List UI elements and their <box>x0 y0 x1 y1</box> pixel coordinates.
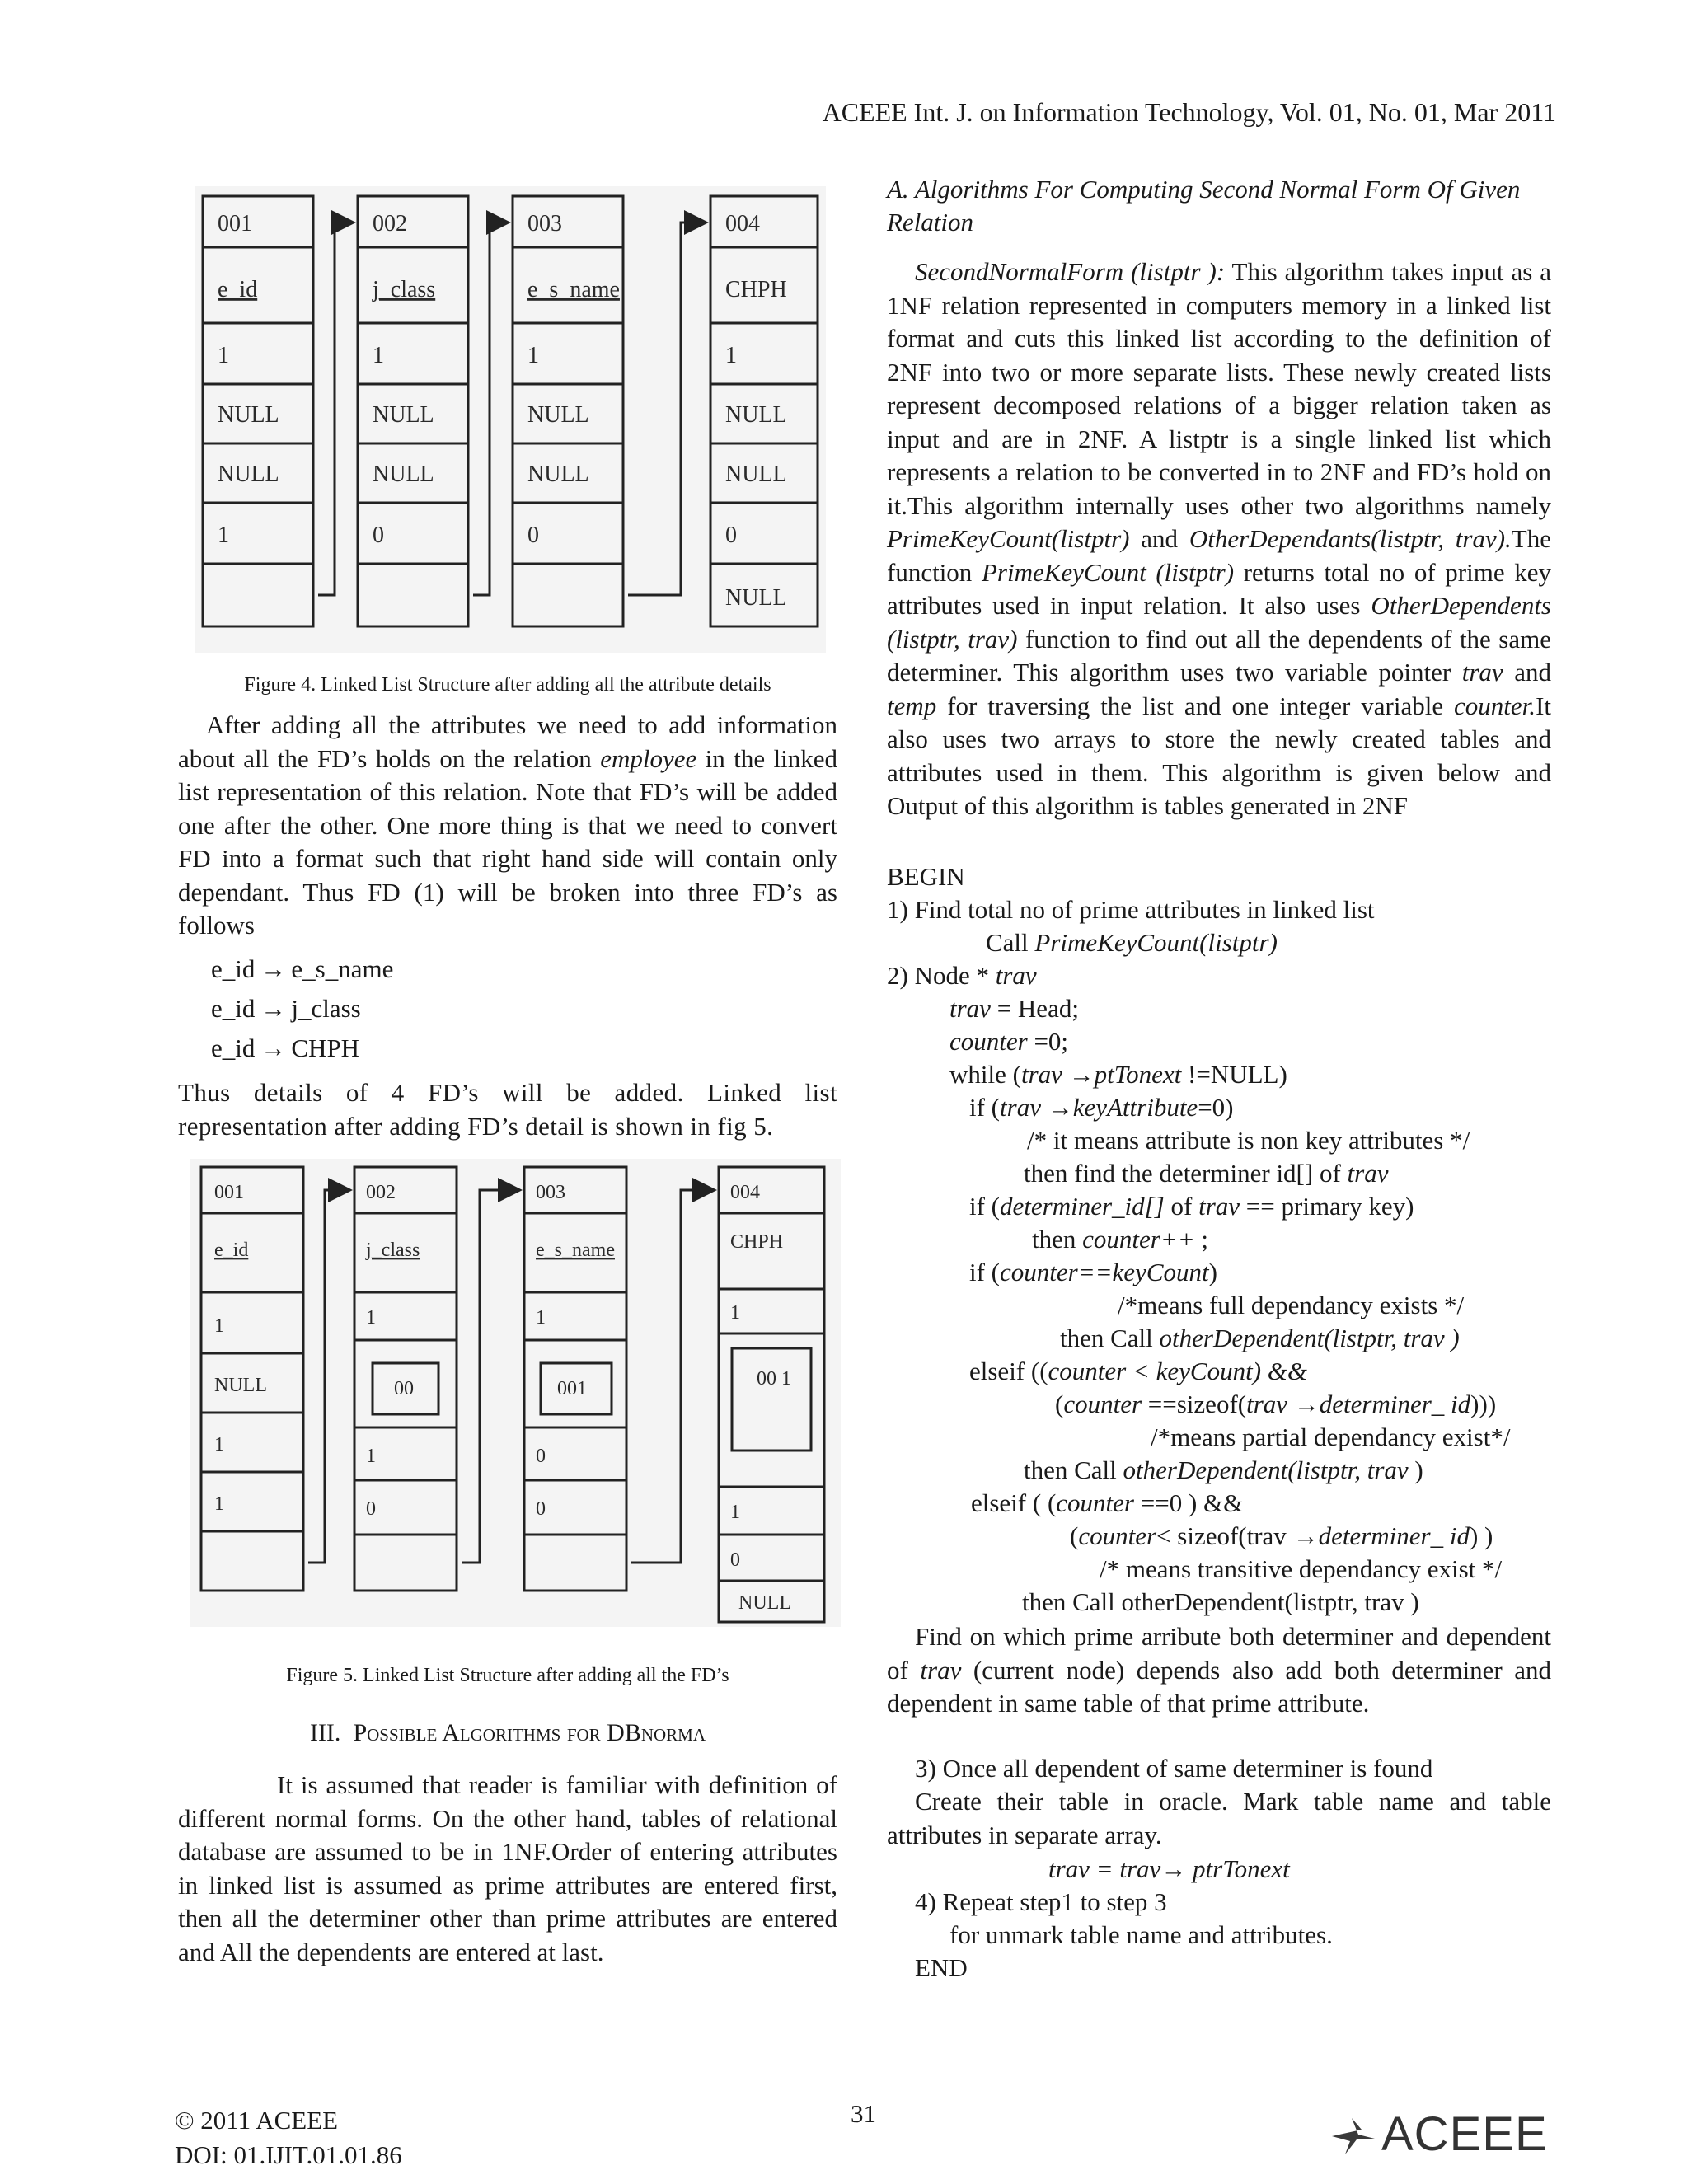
code-line: (counter ==sizeof(trav →determiner_ id))) <box>1055 1390 1497 1418</box>
fig4-n1-r1: NULL <box>218 402 279 428</box>
code-end: END <box>915 1953 968 1982</box>
fd-item: e_id → e_s_name <box>211 954 394 983</box>
fig4-n2-r1: NULL <box>373 402 434 428</box>
fig5-n1-r2: 1 <box>214 1434 224 1455</box>
code-line: trav = Head; <box>950 994 1079 1023</box>
left-para1-em: employee <box>600 743 697 773</box>
fig4-n2-r2: NULL <box>373 462 434 487</box>
fig5-n2-id: 002 <box>366 1182 396 1203</box>
code-comment: /*means partial dependancy exist*/ <box>1151 1422 1511 1451</box>
fig4-n4-attr: CHPH <box>725 277 787 302</box>
fig4-n3-r1: NULL <box>528 402 589 428</box>
fig5-n3-r0: 0 <box>536 1446 546 1467</box>
left-paragraph-2: Thus details of 4 FD’s will be added. Linked list representation after adding FD’s detail is shown in fig 5. <box>178 1078 837 1141</box>
code-comment: /*means full dependancy exists */ <box>1118 1291 1465 1319</box>
fig5-n2-r0: 1 <box>366 1446 376 1467</box>
figure-5-caption: Figure 5. Linked List Structure after adding all the FD’s <box>286 1665 729 1686</box>
fig4-n2-r3: 0 <box>373 523 384 548</box>
step-4-desc: for unmark table name and attributes. <box>950 1920 1333 1949</box>
code-line: (counter< sizeof(trav →determiner_ id) ) <box>1070 1521 1493 1550</box>
code-line: then Call otherDependent(listptr, trav ) <box>1024 1455 1423 1484</box>
fig5-n2-top: 1 <box>366 1307 376 1329</box>
fig5-n3-box: 001 <box>557 1378 587 1399</box>
step-3-desc: Create their table in oracle. Mark table name and table attributes in separate array. <box>887 1787 1551 1849</box>
code-line: then Call otherDependent(listptr, trav ) <box>1022 1587 1419 1616</box>
fig4-n3-attr: e_s_name <box>528 277 620 302</box>
aceee-logo-text: ACEEE <box>1381 2107 1548 2161</box>
left-paragraph-1 <box>178 709 837 943</box>
fig4-n4-r1: NULL <box>725 402 787 428</box>
fig5-n4-r1: 0 <box>730 1549 740 1571</box>
code-line: 2) Node * trav <box>887 961 1037 990</box>
fig5-cell-texts <box>214 1182 791 1614</box>
trav-assign: trav = trav→ ptrTonext <box>1048 1854 1290 1883</box>
code-line: if (determiner_id[] of trav == primary key) <box>969 1192 1414 1221</box>
left-para1-b: in the linked list representation of this relation. Note that FD’s will be added one after the other. One more thing is that we need to convert FD into a format such that right hand side will contain only dependant. Thus FD (1) will be broken into three FD’s as follows <box>178 743 837 940</box>
fig4-n2-r0: 1 <box>373 343 384 368</box>
code-begin: BEGIN <box>887 862 965 891</box>
fig4-n1-attr: e_id <box>218 277 258 302</box>
step-3-line: 3) Once all dependent of same determiner is found <box>915 1754 1433 1783</box>
fig4-n4-r2: NULL <box>725 462 787 487</box>
fig5-n2-attr: j_class <box>366 1240 420 1261</box>
fig4-n2-id: 002 <box>373 211 407 237</box>
fig5-n3-top: 1 <box>536 1307 546 1329</box>
code-line: then find the determiner id[] of trav <box>1024 1159 1389 1188</box>
step-4: 4) Repeat step1 to step 3 <box>915 1887 1167 1916</box>
section-3-numeral: III. <box>309 1719 341 1746</box>
figure-4-caption: Figure 4. Linked List Structure after adding all the attribute details <box>244 674 771 696</box>
footer-left <box>175 2103 402 2172</box>
code-line: Call PrimeKeyCount(listptr) <box>986 928 1278 957</box>
figure-4 <box>195 186 826 653</box>
figure-5-diagram <box>190 1159 841 1627</box>
section-3-heading <box>178 1719 837 1747</box>
fig5-n4-id: 004 <box>730 1182 760 1203</box>
code-line: then Call otherDependent(listptr, trav ) <box>1060 1324 1460 1352</box>
right-paragraph-1: SecondNormalForm (listptr ): This algorithm takes input as a 1NF relation represented in computers memory in a linked list format and cuts this linked list according to the definition of 2NF into two or more separate lists. These newly created lists represent decomposed relations of a bigger relation taken as input and are in 2NF. A listptr is a single linked list which represents a relation to be converted in to 2NF and FD’s hold on it.This algorithm internally uses other two algorithms namely PrimeKeyCount(listptr) and OtherDependants(listptr, trav).The function PrimeKeyCount (listptr) returns total no of prime key attributes used in input relation. It also uses OtherDependents (listptr, trav) function to find out all the dependents of the same determiner. This algorithm uses two variable pointer trav and temp for traversing the list and one integer variable counter.It also uses two arrays to store the newly created tables and attributes used in them. This algorithm is given below and Output of this algorithm is tables generated in 2NF <box>887 257 1551 820</box>
section-3-paragraph: It is assumed that reader is familiar with definition of different normal forms. On the other hand, tables of relational database are assumed to be in 1NF.Order of entering attributes in linked list is assumed as prime attributes are entered first, then all the determiner other than prime attributes are entered and All the dependents are entered at last. <box>178 1770 837 1966</box>
code-line: while (trav →ptTonext !=NULL) <box>950 1060 1287 1089</box>
fig5-n1-r1: NULL <box>214 1375 267 1396</box>
fig4-n1-r3: 1 <box>218 523 229 548</box>
fig5-n1-r0: 1 <box>214 1315 224 1337</box>
fig5-n2-box: 00 <box>394 1378 414 1399</box>
code-line: elseif ((counter < keyCount) && <box>969 1357 1308 1385</box>
code-line: if (trav →keyAttribute=0) <box>969 1093 1234 1122</box>
fig4-cell-texts <box>218 211 787 611</box>
subsection-a-heading: A. Algorithms For Computing Second Normal Form Of Given Relation <box>887 175 1521 237</box>
code-comment: /* means transitive dependancy exist */ <box>1100 1554 1503 1583</box>
journal-header: ACEEE Int. J. on Information Technology, Vol. 01, No. 01, Mar 2011 <box>822 97 1556 127</box>
fig5-n4-r2: NULL <box>738 1592 791 1614</box>
fig4-n2-attr: j_class <box>373 277 436 302</box>
figure-5 <box>190 1159 841 1627</box>
code-comment: /* it means attribute is non key attributes */ <box>1027 1126 1470 1155</box>
fig4-n3-r0: 1 <box>528 343 539 368</box>
code-line: elseif ( (counter ==0 ) && <box>971 1488 1244 1517</box>
step-3 <box>887 1752 1551 1785</box>
fig4-n4-r0: 1 <box>725 343 737 368</box>
section-3-title: Possible Algorithms for DBnorma <box>353 1719 706 1746</box>
page-number: 31 <box>851 2099 876 2128</box>
fig5-n1-attr: e_id <box>214 1240 249 1261</box>
fig4-n1-r2: NULL <box>218 462 279 487</box>
fig5-n4-box: 00 1 <box>757 1368 791 1390</box>
figure-4-diagram <box>195 186 826 653</box>
doi: DOI: 01.IJIT.01.01.86 <box>175 2140 402 2169</box>
code-step-1: 1) Find total no of prime attributes in linked list <box>887 895 1375 924</box>
right-paragraph-2: Find on which prime arribute both determiner and dependent of trav (current node) depends also add both determiner and dependent in same table of that prime attribute. <box>887 1622 1551 1718</box>
fig4-n1-id: 001 <box>218 211 252 237</box>
copyright: © 2011 ACEEE <box>175 2106 339 2135</box>
code-line: then counter++ ; <box>1032 1225 1209 1254</box>
fig4-n3-id: 003 <box>528 211 562 237</box>
fig5-n1-id: 001 <box>214 1182 244 1203</box>
fig5-n4-r0: 1 <box>730 1502 740 1523</box>
fig5-n3-attr: e_s_name <box>536 1240 615 1261</box>
fd-item: e_id → CHPH <box>211 1033 360 1062</box>
left-para1-a: After adding all the attributes we need to add information about all the FD’s holds on the relation <box>178 710 837 773</box>
aceee-logo <box>1329 2107 1548 2162</box>
algo-name: SecondNormalForm (listptr ): <box>915 257 1226 286</box>
fig4-n4-id: 004 <box>725 211 760 237</box>
fig4-n4-r3: 0 <box>725 523 737 548</box>
fig4-n4-r4: NULL <box>725 585 787 611</box>
code-line: counter =0; <box>950 1027 1069 1056</box>
fd-list <box>211 949 393 1068</box>
fig5-n2-r1: 0 <box>366 1498 376 1520</box>
fig4-n3-r3: 0 <box>528 523 539 548</box>
pseudocode-block <box>887 860 1554 1619</box>
code-line: if (counter==keyCount) <box>969 1258 1217 1286</box>
fig5-n4-attr: CHPH <box>730 1231 784 1253</box>
fig5-n4-top: 1 <box>730 1302 740 1324</box>
fig5-n1-r3: 1 <box>214 1493 224 1515</box>
fig5-n3-id: 003 <box>536 1182 565 1203</box>
fig5-n3-r1: 0 <box>536 1498 546 1520</box>
fig4-n1-r0: 1 <box>218 343 229 368</box>
fd-item: e_id → j_class <box>211 994 361 1023</box>
fig4-n3-r2: NULL <box>528 462 589 487</box>
steps-tail <box>887 1853 1551 1985</box>
aceee-logo-mark-icon <box>1329 2111 1381 2158</box>
